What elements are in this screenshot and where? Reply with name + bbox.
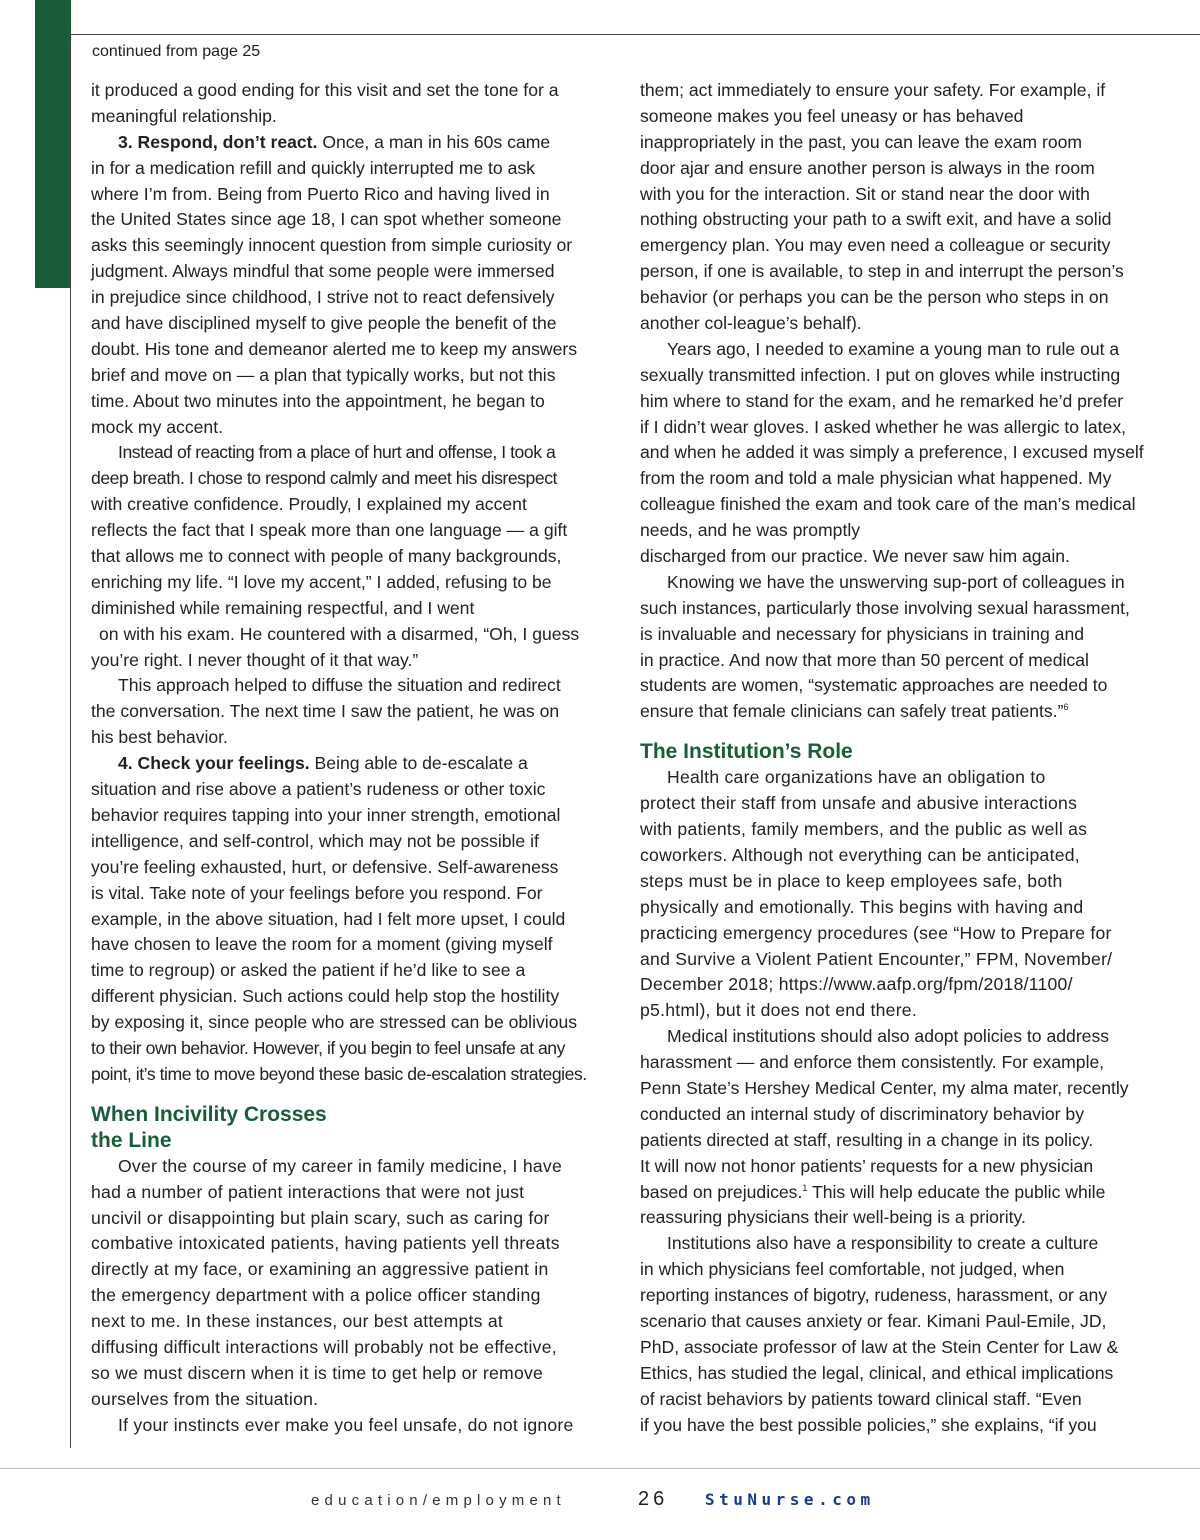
page-number: 26 (638, 1488, 669, 1510)
footer-rule (0, 1468, 1200, 1469)
continued-note: continued from page 25 (92, 43, 261, 60)
text-line: intelligence, and self-control, which may not be possible if (91, 830, 539, 851)
text-line: practicing emergency procedures (see “How to Prepare for (640, 922, 1112, 943)
section-heading: When Incivility Crosses (91, 1102, 327, 1126)
text-line: so we must discern when it is time to get help or remove (91, 1362, 544, 1383)
text-line: physically and emotionally. This begins with having and (640, 896, 1084, 917)
footnote-ref: 6 (1063, 702, 1069, 713)
text-line: Ethics, has studied the legal, clinical, and ethical implications (640, 1362, 1114, 1383)
text-run: ensure that female clinicians can safely treat patients.” (640, 701, 1064, 722)
text-line: point, it’s time to move beyond these basic de-escalation strategies. (91, 1063, 587, 1084)
text-line: is invaluable and necessary for physicians in training and (640, 623, 1085, 644)
text-line: door ajar and ensure another person is always in the room (640, 157, 1095, 178)
text-run: This will help educate the public while (807, 1181, 1106, 1202)
run-in-heading: 3. Respond, don’t react. (118, 131, 318, 152)
left-column (91, 78, 616, 1439)
text-line: in for a medication refill and quickly interrupted me to ask (91, 157, 535, 178)
text-line: is vital. Take note of your feelings before you respond. For (91, 882, 543, 903)
text-line: combative intoxicated patients, having patients yell threats (91, 1233, 560, 1254)
text-line: Knowing we have the unswerving sup-port of colleagues in (667, 571, 1125, 592)
text-line: it produced a good ending for this visit and set the tone for a (91, 80, 559, 100)
text-line: such instances, particularly those involving sexual harassment, (640, 597, 1130, 618)
text-line: nothing obstructing your path to a swift exit, and have a solid (640, 209, 1112, 230)
text-line: and when he added it was simply a preference, I excused myself (640, 442, 1144, 463)
text-line: by exposing it, since people who are stressed can be oblivious (91, 1012, 578, 1033)
text-line: next to me. In these instances, our best attempts at (91, 1311, 504, 1332)
text-line: time. About two minutes into the appointment, he began to (91, 390, 545, 411)
text-run: Being able to de-escalate a (309, 753, 528, 774)
text-line: reassuring physicians their well-being is a priority. (640, 1207, 1026, 1228)
margin-rule (70, 34, 71, 1448)
text-line: scenario that causes anxiety or fear. Kimani Paul-Emile, JD, (640, 1310, 1107, 1331)
text-line: ourselves from the situation. (91, 1388, 319, 1409)
text-line: Institutions also have a responsibility to create a culture (667, 1233, 1099, 1254)
text-line: Medical institutions should also adopt policies to address (667, 1026, 1110, 1047)
text-line: students are women, “systematic approaches are needed to (640, 675, 1108, 696)
text-line: protect their staff from unsafe and abusive interactions (640, 793, 1078, 814)
text-line: reflects the fact that I speak more than one language — a gift (91, 520, 568, 541)
footer-section-label: education/employment (311, 1492, 566, 1509)
text-line: asks this seemingly innocent question from simple curiosity or (91, 235, 573, 256)
text-line: emergency plan. You may even need a colleague or security (640, 235, 1111, 256)
text-line (640, 699, 1165, 725)
text-line: where I’m from. Being from Puerto Rico and having lived in (91, 183, 550, 204)
text-line: patients directed at staff, resulting in a change in its policy. (640, 1129, 1094, 1150)
text-line: directly at my face, or examining an aggressive patient in (91, 1259, 549, 1280)
top-rule (70, 34, 1200, 35)
text-line: with patients, family members, and the public as well as (640, 819, 1088, 840)
section-heading: the Line (91, 1128, 172, 1152)
text-line: uncivil or disappointing but plain scary, such as caring for (91, 1207, 550, 1228)
text-line: someone makes you feel uneasy or has behaved (640, 105, 1024, 126)
text-line: needs, and he was promptly (640, 520, 861, 541)
text-line (640, 1180, 1165, 1206)
brand-logo: StuNurse.com (705, 1490, 875, 1509)
text-line: you’re right. I never thought of it that way.” (91, 649, 419, 670)
text-line: Over the course of my career in family medicine, I have (118, 1155, 562, 1176)
text-line (91, 751, 616, 777)
text-line: and have disciplined myself to give people the benefit of the (91, 313, 557, 334)
text-line: person, if one is available, to step in and interrupt the person’s (640, 261, 1124, 282)
text-line: Health care organizations have an obligation to (667, 767, 1046, 788)
text-line: the United States since age 18, I can spot whether someone (91, 209, 562, 230)
text-line: Penn State’s Hershey Medical Center, my alma mater, recently (640, 1077, 1129, 1098)
right-column (640, 78, 1165, 1438)
text-line: to their own behavior. However, if you begin to feel unsafe at any (91, 1037, 565, 1058)
text-line: if I didn’t wear gloves. I asked whether he was allergic to latex, (640, 416, 1127, 437)
text-line: the conversation. The next time I saw the patient, he was on (91, 701, 560, 722)
footnote-ref: 1 (802, 1182, 808, 1193)
text-line: situation and rise above a patient’s rudeness or other toxic (91, 779, 546, 800)
text-line: Instead of reacting from a place of hurt and offense, I took a (118, 442, 556, 463)
text-line: with you for the interaction. Sit or stand near the door with (640, 183, 1090, 204)
text-line: p5.html), but it does not end there. (640, 1000, 917, 1021)
text-line: had a number of patient interactions that were not just (91, 1181, 525, 1202)
text-run: Once, a man in his 60s came (317, 131, 551, 152)
text-line: of racist behaviors by patients toward clinical staff. “Even (640, 1388, 1082, 1409)
text-line: steps must be in place to keep employees safe, both (640, 870, 1063, 891)
text-line: that allows me to connect with people of many backgrounds, (91, 546, 562, 567)
text-line: diffusing difficult interactions will probably not be effective, (91, 1336, 557, 1357)
run-in-heading: 4. Check your feelings. (118, 753, 310, 774)
text-line: deep breath. I chose to respond calmly and meet his disrespect (91, 468, 557, 489)
text-line: the emergency department with a police officer standing (91, 1285, 541, 1306)
text-line: in practice. And now that more than 50 percent of medical (640, 649, 1089, 670)
text-line: mock my accent. (91, 416, 223, 437)
text-line: enriching my life. “I love my accent,” I added, refusing to be (91, 571, 552, 592)
text-line: on with his exam. He countered with a disarmed, “Oh, I guess (99, 623, 580, 644)
text-line: This approach helped to diffuse the situation and redirect (118, 675, 561, 696)
text-line: If your instincts ever make you feel unsafe, do not ignore (118, 1414, 574, 1435)
text-run: based on prejudices. (640, 1181, 803, 1202)
text-line: doubt. His tone and demeanor alerted me to keep my answers (91, 338, 578, 359)
text-line: in which physicians feel comfortable, not judged, when (640, 1259, 1065, 1280)
text-line: meaningful relationship. (91, 105, 277, 126)
text-line: behavior requires tapping into your inner strength, emotional (91, 804, 561, 825)
text-line: from the room and told a male physician what happened. My (640, 468, 1112, 489)
text-line: sexually transmitted infection. I put on gloves while instructing (640, 364, 1121, 385)
section-heading: The Institution’s Role (640, 740, 853, 764)
text-line: if you have the best possible policies,” she explains, “if you (640, 1414, 1097, 1435)
text-line: reporting instances of bigotry, rudeness, harassment, or any (640, 1285, 1108, 1306)
text-line: harassment — and enforce them consistently. For example, (640, 1052, 1105, 1073)
text-line: PhD, associate professor of law at the Stein Center for Law & (640, 1336, 1119, 1357)
text-line: with creative confidence. Proudly, I explained my accent (91, 494, 527, 515)
text-line: December 2018; https://www.aafp.org/fpm/2018/1100/ (640, 974, 1073, 995)
text-line: colleague finished the exam and took care of the man’s medical (640, 494, 1136, 515)
text-line: and Survive a Violent Patient Encounter,” FPM, November/ (640, 948, 1113, 969)
text-line: conducted an internal study of discriminatory behavior by (640, 1103, 1084, 1124)
text-line: another col-league’s behalf). (640, 313, 862, 334)
text-line: coworkers. Although not everything can be anticipated, (640, 844, 1080, 865)
text-line: example, in the above situation, had I felt more upset, I could (91, 908, 566, 929)
text-line: in prejudice since childhood, I strive not to react defensively (91, 287, 555, 308)
text-line: him where to stand for the exam, and he remarked he’d prefer (640, 390, 1124, 411)
text-line: inappropriately in the past, you can leave the exam room (640, 131, 1083, 152)
page-footer (0, 1488, 1200, 1514)
section-color-bar (35, 0, 71, 288)
text-line: judgment. Always mindful that some people were immersed (91, 261, 555, 282)
text-line: you’re feeling exhausted, hurt, or defensive. Self-awareness (91, 856, 559, 877)
text-line: have chosen to leave the room for a moment (giving myself (91, 934, 553, 955)
text-line: them; act immediately to ensure your safety. For example, if (640, 80, 1106, 100)
text-line: Years ago, I needed to examine a young man to rule out a (667, 338, 1120, 359)
text-line: behavior (or perhaps you can be the person who steps in on (640, 287, 1109, 308)
text-line: It will now not honor patients’ requests for a new physician (640, 1155, 1094, 1176)
text-line: diminished while remaining respectful, and I went (91, 597, 475, 618)
text-line: discharged from our practice. We never saw him again. (640, 546, 1070, 567)
text-line: different physician. Such actions could help stop the hostility (91, 986, 560, 1007)
text-line: time to regroup) or asked the patient if he’d like to see a (91, 960, 526, 981)
text-line: brief and move on — a plan that typically works, but not this (91, 364, 556, 385)
text-line: his best behavior. (91, 727, 228, 748)
text-line (91, 130, 616, 156)
